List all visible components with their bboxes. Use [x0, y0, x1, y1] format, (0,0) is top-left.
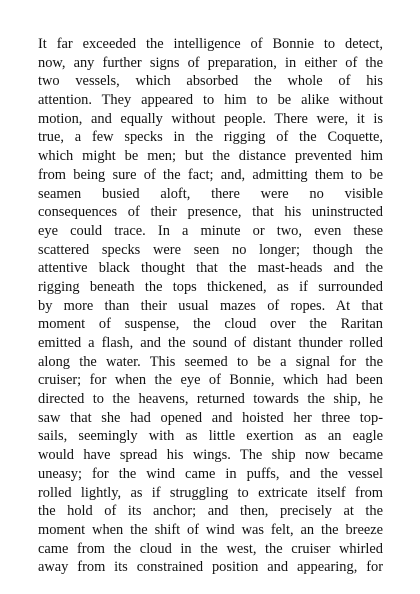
text-line: which might be men; but the distance prevented him: [38, 148, 383, 165]
text-line: seamen busied aloft, there were no visible: [38, 185, 383, 202]
text-line: eye could trace. In a minute or two, even these: [38, 222, 383, 239]
text-line: came from the cloud in the west, the cruiser whirled: [38, 540, 383, 557]
text-line: along the water. This seemed to be a signal for the: [38, 353, 383, 370]
text-line: uneasy; for the wind came in puffs, and the vessel: [38, 465, 383, 482]
text-line: attentive black thought that the mast-heads and the: [38, 260, 383, 277]
text-line: the hold of its anchor; and then, precisely at the: [38, 503, 383, 520]
text-line: consequences of their presence, that his uninstructed: [38, 204, 383, 221]
text-line: directed to the heavens, returned towards the ship, he: [38, 391, 383, 408]
text-line: would have spread his wings. The ship now became: [38, 447, 383, 464]
text-line: motion, and equally without people. There were, it is: [38, 110, 383, 127]
text-line: away from its constrained position and appearing, for: [38, 559, 383, 576]
text-line: two vessels, which absorbed the whole of his: [38, 73, 383, 90]
text-line: moment when the shift of wind was felt, an the breeze: [38, 521, 383, 538]
text-line: saw that she had opened and hoisted her three top-: [38, 409, 383, 426]
text-line: by more than their usual mazes of ropes. At that: [38, 297, 383, 314]
text-line: cruiser; for when the eye of Bonnie, which had been: [38, 372, 383, 389]
text-line: It far exceeded the intelligence of Bonnie to detect,: [38, 36, 383, 52]
text-line: sails, seemingly with as little exertion as an eagle: [38, 428, 383, 445]
text-line: rigging beneath the tops thickened, as if surrounded: [38, 278, 383, 295]
text-line: emitted a flash, and the sound of distant thunder rolled: [38, 335, 383, 351]
text-line: from being sure of the fact; and, admitting them to be: [38, 166, 383, 183]
book-page-text: [38, 35, 383, 577]
text-line: true, a few specks in the rigging of the Coquette,: [38, 129, 383, 146]
text-line: now, any further signs of preparation, in either of the: [38, 54, 383, 71]
text-line: attention. They appeared to him to be alike without: [38, 92, 383, 109]
text-line: rolled lightly, as if struggling to extricate itself from: [38, 484, 383, 501]
text-line: scattered specks were seen no longer; though the: [38, 241, 383, 258]
text-line: moment of suspense, the cloud over the Raritan: [38, 316, 383, 333]
